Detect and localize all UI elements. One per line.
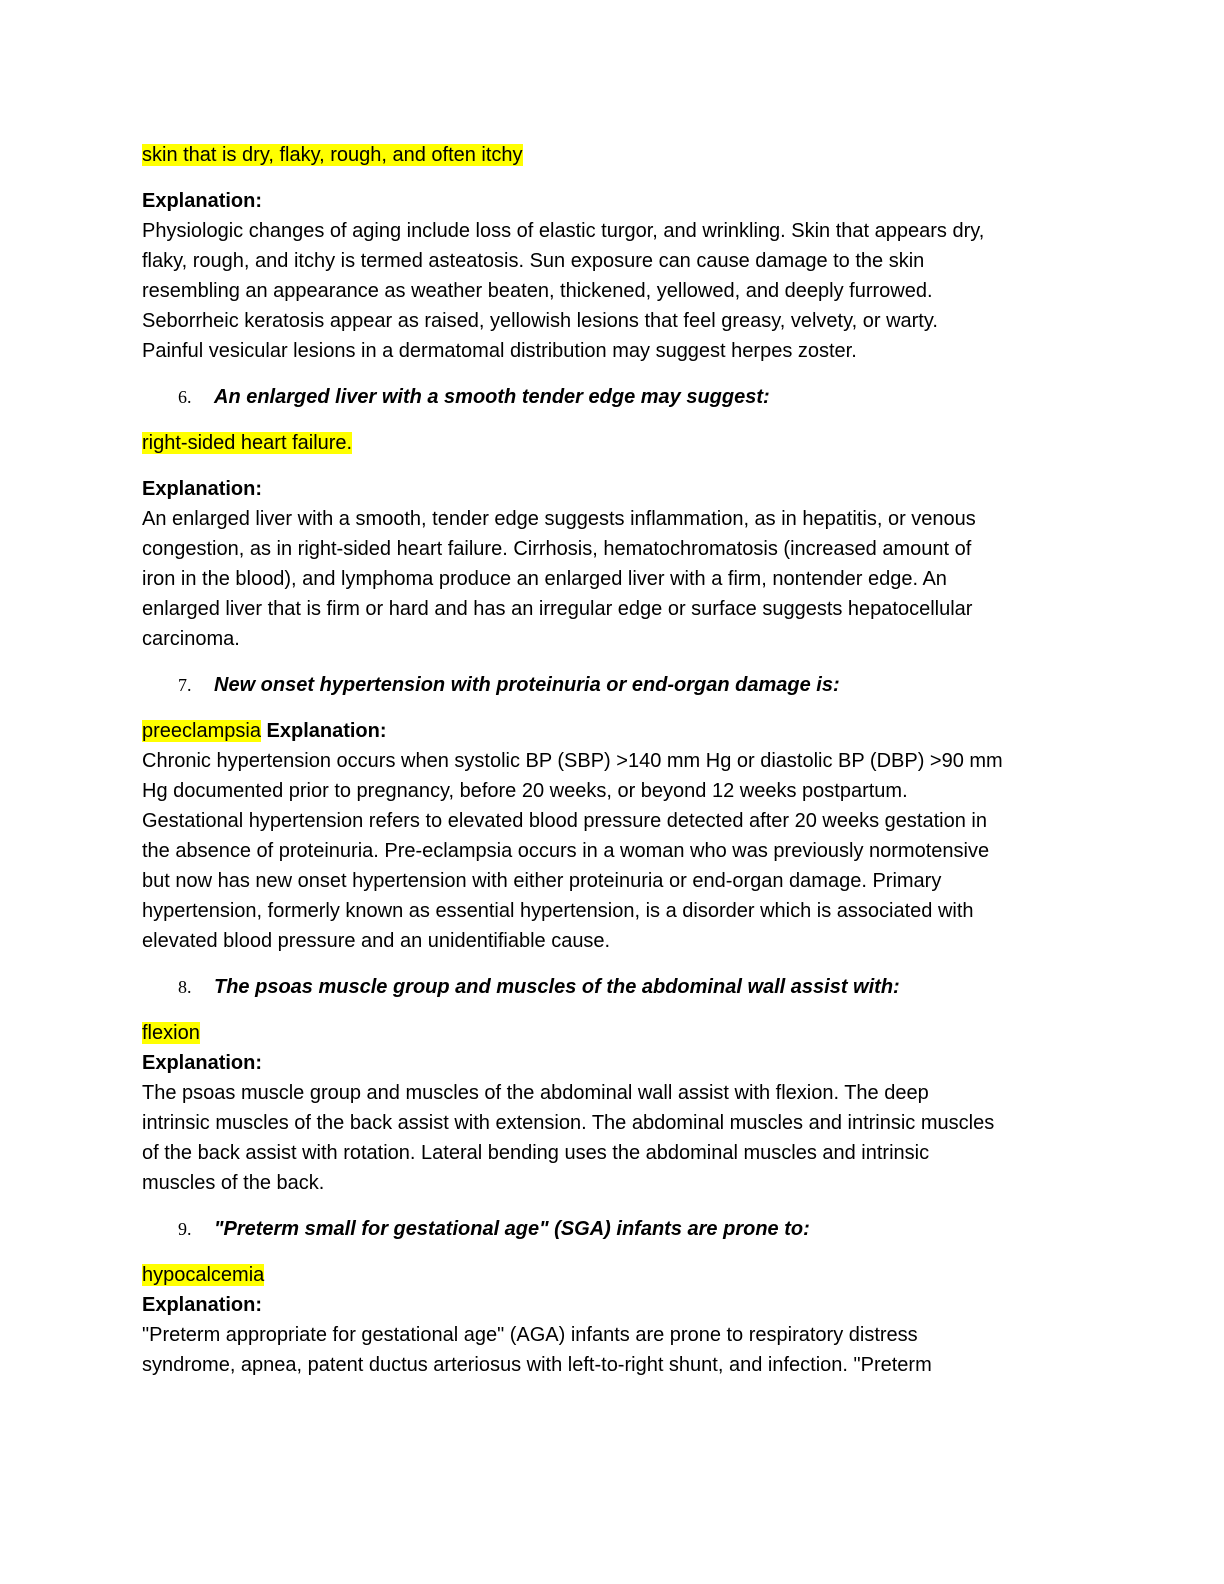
explanation-9 — [142, 1320, 1082, 1380]
explanation-line: Gestational hypertension refers to elevated blood pressure detected after 20 weeks gestation in — [142, 810, 987, 832]
explanation-line: the absence of proteinuria. Pre-eclampsia occurs in a woman who was previously normotensive — [142, 840, 990, 862]
explanation-line: hypertension, formerly known as essential hypertension, is a disorder which is associated with — [142, 900, 974, 922]
explanation-label: Explanation: — [142, 478, 263, 500]
explanation-line: congestion, as in right-sided heart failure. Cirrhosis, hematochromatosis (increased amount of — [142, 538, 972, 560]
answer-highlight: right-sided heart failure. — [142, 432, 353, 454]
answer-highlight: skin that is dry, flaky, rough, and often itchy — [142, 144, 523, 166]
explanation-8 — [142, 1078, 1082, 1198]
question-text: New onset hypertension with proteinuria or end-organ damage is: — [214, 674, 840, 696]
answer-highlight: flexion — [142, 1022, 200, 1044]
explanation-label: Explanation: — [142, 1294, 263, 1316]
explanation-line: enlarged liver that is firm or hard and has an irregular edge or surface suggests hepatocellular — [142, 598, 973, 620]
explanation-line: Hg documented prior to pregnancy, before 20 weeks, or beyond 12 weeks postpartum. — [142, 780, 908, 802]
explanation-line: carcinoma. — [142, 628, 240, 650]
explanation-line: An enlarged liver with a smooth, tender edge suggests inflammation, as in hepatitis, or venous — [142, 508, 976, 530]
explanation-5 — [142, 216, 1082, 366]
explanation-line: syndrome, apnea, patent ductus arteriosus with left-to-right shunt, and infection. "Preterm — [142, 1354, 932, 1376]
question-number: 6. — [178, 387, 192, 407]
explanation-label: Explanation: — [266, 720, 387, 742]
question-text: "Preterm small for gestational age" (SGA) infants are prone to: — [214, 1218, 810, 1240]
explanation-line: iron in the blood), and lymphoma produce an enlarged liver with a firm, nontender edge. An — [142, 568, 947, 590]
explanation-line: intrinsic muscles of the back assist with extension. The abdominal muscles and intrinsic muscles — [142, 1112, 995, 1134]
explanation-line: but now has new onset hypertension with either proteinuria or end-organ damage. Primary — [142, 870, 942, 892]
explanation-line: muscles of the back. — [142, 1172, 325, 1194]
answer-7 — [142, 716, 1082, 746]
explanation-label: Explanation: — [142, 190, 263, 212]
explanation-line: Physiologic changes of aging include loss of elastic turgor, and wrinkling. Skin that appears dry, — [142, 220, 985, 242]
explanation-line: flaky, rough, and itchy is termed asteatosis. Sun exposure can cause damage to the skin — [142, 250, 925, 272]
explanation-line: Chronic hypertension occurs when systolic BP (SBP) >140 mm Hg or diastolic BP (DBP) >90 mm — [142, 750, 1003, 772]
answer-8 — [142, 1018, 1082, 1048]
explanation-7 — [142, 746, 1082, 956]
explanation-line: Painful vesicular lesions in a dermatomal distribution may suggest herpes zoster. — [142, 340, 857, 362]
question-7 — [142, 670, 1082, 700]
question-number: 7. — [178, 675, 192, 695]
question-6 — [142, 382, 1082, 412]
answer-9 — [142, 1260, 1082, 1290]
answer-6 — [142, 428, 1082, 458]
question-number: 9. — [178, 1219, 192, 1239]
question-text: An enlarged liver with a smooth tender edge may suggest: — [214, 386, 770, 408]
explanation-line: Seborrheic keratosis appear as raised, yellowish lesions that feel greasy, velvety, or warty. — [142, 310, 938, 332]
explanation-line: "Preterm appropriate for gestational age" (AGA) infants are prone to respiratory distress — [142, 1324, 918, 1346]
question-9 — [142, 1214, 1082, 1244]
answer-highlight: preeclampsia — [142, 720, 261, 742]
answer-highlight: hypocalcemia — [142, 1264, 265, 1286]
document-page — [142, 140, 1082, 1380]
explanation-line: resembling an appearance as weather beaten, thickened, yellowed, and deeply furrowed. — [142, 280, 933, 302]
explanation-line: The psoas muscle group and muscles of the abdominal wall assist with flexion. The deep — [142, 1082, 929, 1104]
question-8 — [142, 972, 1082, 1002]
question-number: 8. — [178, 977, 192, 997]
question-text: The psoas muscle group and muscles of the abdominal wall assist with: — [214, 976, 900, 998]
explanation-6 — [142, 504, 1082, 654]
explanation-line: elevated blood pressure and an unidentifiable cause. — [142, 930, 611, 952]
explanation-line: of the back assist with rotation. Lateral bending uses the abdominal muscles and intrinsic — [142, 1142, 930, 1164]
answer-5 — [142, 140, 1082, 170]
explanation-label: Explanation: — [142, 1052, 263, 1074]
